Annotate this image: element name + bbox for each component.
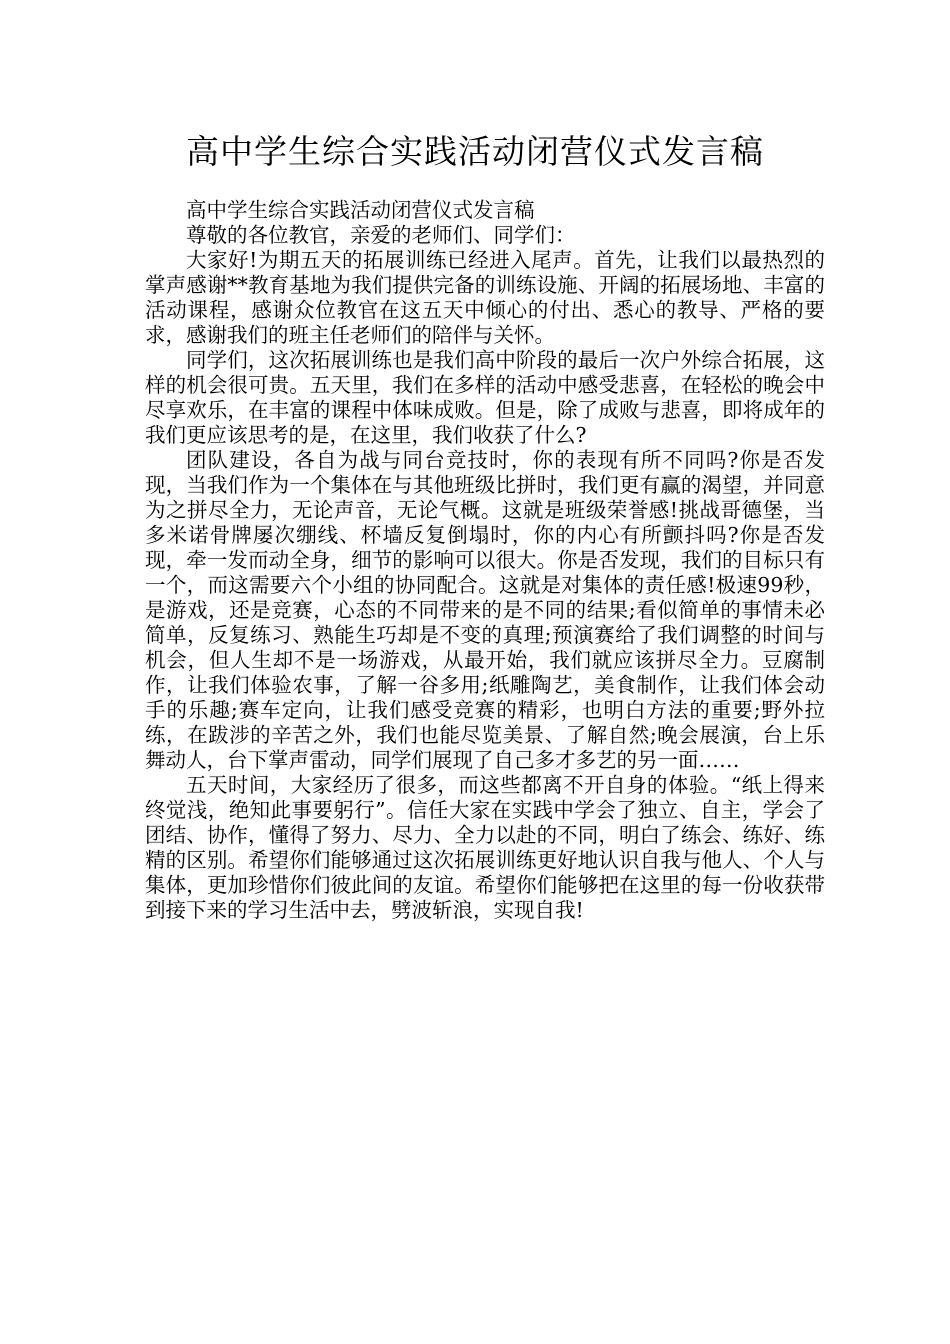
paragraph-closing: 五天时间，大家经历了很多，而这些都离不开自身的体验。“纸上得来终觉浅，绝知此事要躬行”。信任大家在实践中学会了独立、自主，学会了团结、协作，懂得了努力、尽力、全力以赴的不同，明白了练会、练好、练精的区别。希望你们能够通过这次拓展训练更好地认识自我与他人、个人与集体，更加珍惜你们彼此间的友谊。希望你们能够把在这里的每一份收获带到接下来的学习生活中去，劈波斩浪，实现自我! <box>145 773 825 922</box>
document-body <box>145 198 825 923</box>
paragraph-salutation: 尊敬的各位教官，亲爱的老师们、同学们： <box>186 223 576 247</box>
paragraph-subtitle: 高中学生综合实践活动闭营仪式发言稿 <box>186 198 535 222</box>
document-title: 高中学生综合实践活动闭营仪式发言稿 <box>186 132 764 171</box>
paragraph-thanks: 大家好!为期五天的拓展训练已经进入尾声。首先，让我们以最热烈的掌声感谢**教育基地为我们提供完备的训练设施、开阔的拓展场地、丰富的活动课程，感谢众位教官在这五天中倾心的付出、悉心的教导、严格的要求，感谢我们的班主任老师们的陪伴与关怀。 <box>145 248 825 347</box>
paragraph-activities: 团队建设，各自为战与同台竞技时，你的表现有所不同吗?你是否发现，当我们作为一个集体在与其他班级比拼时，我们更有赢的渴望，并同意为之拼尽全力，无论声音，无论气概。这就是班级荣誉感!挑战哥德堡，当多米诺骨牌屡次绷线、杯墙反复倒塌时，你的内心有所颤抖吗?你是否发现，牵一发而动全身，细节的影响可以很大。你是否发现，我们的目标只有一个，而这需要六个小组的协同配合。这就是对集体的责任感!极速99秒，是游戏，还是竞赛，心态的不同带来的是不同的结果;看似简单的事情未必简单，反复练习、熟能生巧却是不变的真理;预演赛给了我们调整的时间与机会，但人生却不是一场游戏，从最开始，我们就应该拼尽全力。豆腐制作，让我们体验农事，了解一谷多用;纸雕陶艺，美食制作，让我们体会动手的乐趣;赛车定向，让我们感受竞赛的精彩，也明白方法的重要;野外拉练，在跋涉的辛苦之外，我们也能尽览美景、了解自然;晚会展演，台上乐舞动人，台下掌声雷动，同学们展现了自己多才多艺的另一面…… <box>145 448 825 772</box>
paragraph-reflection: 同学们，这次拓展训练也是我们高中阶段的最后一次户外综合拓展，这样的机会很可贵。五天里，我们在多样的活动中感受悲喜，在轻松的晚会中尽享欢乐，在丰富的课程中体味成败。但是，除了成败与悲喜，即将成年的我们更应该思考的是，在这里，我们收获了什么? <box>145 348 825 447</box>
